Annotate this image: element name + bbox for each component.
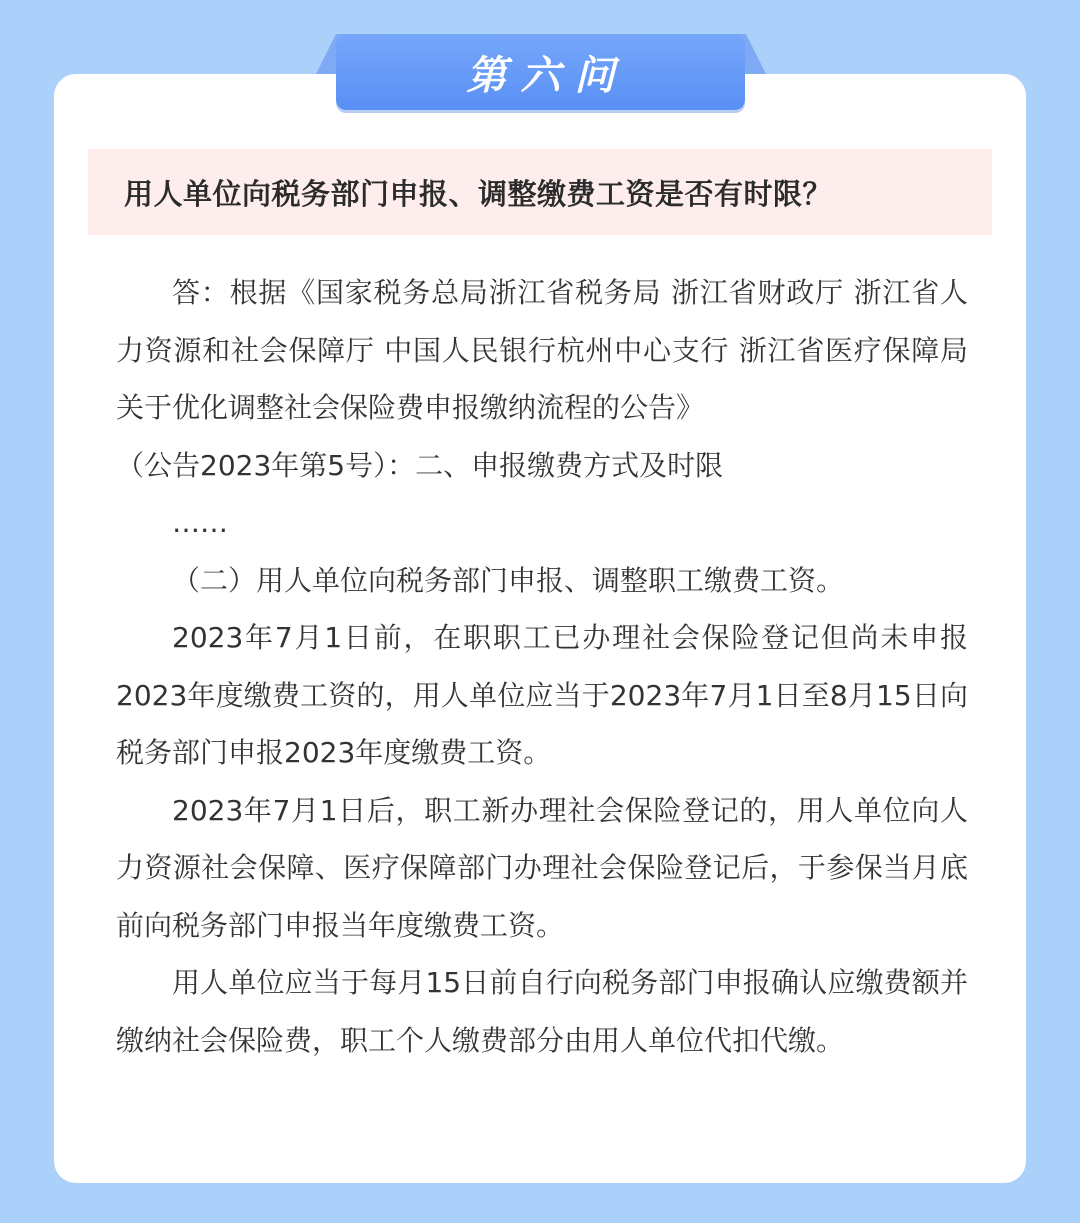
question-banner [88,149,992,235]
answer-paragraph: （二）用人单位向税务部门申报、调整职工缴费工资。 [172,563,845,597]
answer-paragraph: 2023年7月1日后，职工新办理社会保险登记的，用人单位向人力资源社会保障、医疗保障部门办理社会保险登记后，于参保当月底前向税务部门申报当年度缴费工资。 [116,793,968,942]
answer-ellipsis: …… [172,506,228,539]
answer-paragraph: （公告2023年第5号）：二、申报缴费方式及时限 [116,448,724,482]
answer-paragraph: 用人单位应当于每月15日前自行向税务部门申报确认应缴费额并缴纳社会保险费，职工个人缴费部分由用人单位代扣代缴。 [116,966,968,1057]
question-number-tab [336,34,745,110]
question-text: 用人单位向税务部门申报、调整缴费工资是否有时限？ [124,176,833,211]
answer-paragraph: 答：根据《国家税务总局浙江省税务局 浙江省财政厅 浙江省人力资源和社会保障厅 中国人民银行杭州中心支行 浙江省医疗保障局关于优化调整社会保险费申报缴纳流程的公告》 [116,276,968,424]
tab-title: 第六问 [466,52,629,99]
answer-body [116,264,968,1069]
answer-paragraph: 2023年7月1日前，在职职工已办理社会保险登记但尚未申报2023年度缴费工资的，用人单位应当于2023年7月1日至8月15日向税务部门申报2023年度缴费工资。 [116,621,968,769]
